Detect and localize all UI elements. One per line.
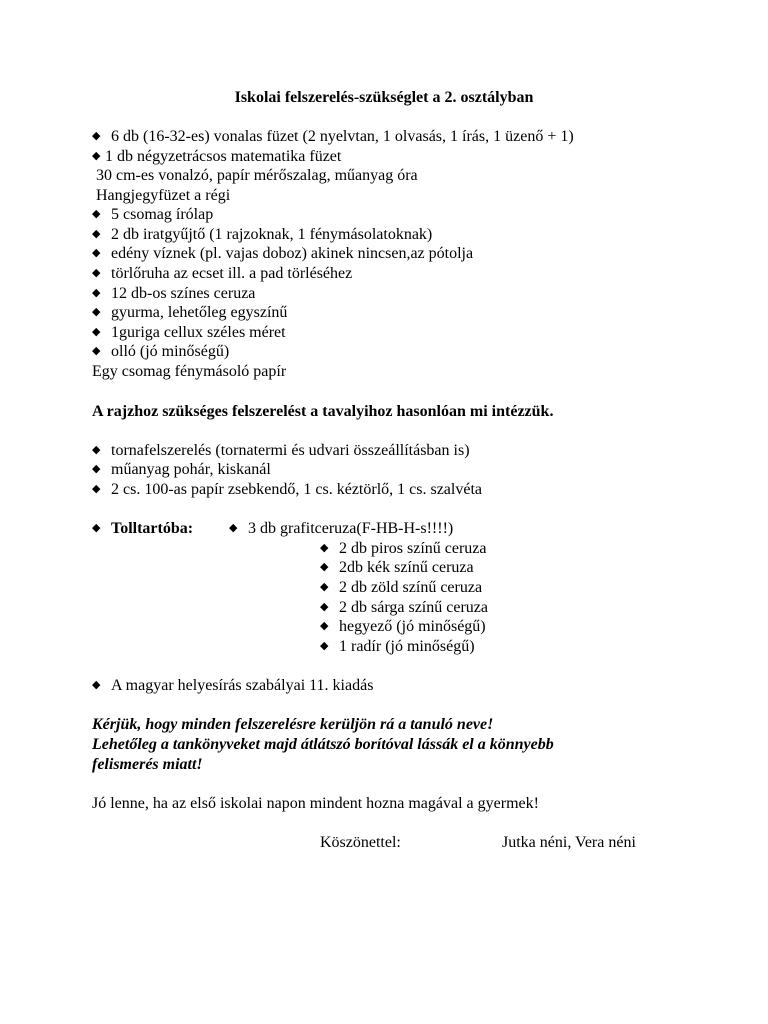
diamond-bullet-icon: ◆: [92, 228, 101, 240]
diamond-bullet-icon: ◆: [92, 130, 101, 142]
diamond-bullet-icon: ◆: [92, 326, 101, 338]
list-item: ◆ gyurma, lehetőleg egyszínű: [92, 304, 288, 321]
list-item: ◆ edény víznek (pl. vajas doboz) akinek nincsen,az pótolja: [92, 245, 474, 262]
list-item: ◆ törlőruha az ecset ill. a pad törléséhez: [92, 265, 353, 282]
diamond-bullet-icon: ◆: [92, 679, 101, 691]
diamond-bullet-icon: ◆: [320, 620, 329, 632]
list-item: ◆ olló (jó minőségű): [92, 343, 230, 360]
pencil-case-item: ◆ 2 db zöld színű ceruza: [320, 579, 483, 596]
list-item: ◆ 1guriga cellux széles méret: [92, 324, 286, 341]
pencil-case-item: ◆ 2 db piros színű ceruza: [320, 540, 487, 557]
list-item: ◆ 12 db-os színes ceruza: [92, 285, 256, 302]
notice-line: Lehetőleg a tankönyveket majd átlátszó borítóval lássák el a könnyebb: [92, 736, 554, 753]
diamond-bullet-icon: ◆: [320, 542, 329, 554]
diamond-bullet-icon: ◆: [92, 483, 101, 495]
diamond-bullet-icon: ◆: [320, 561, 329, 573]
list-item: ◆ műanyag pohár, kiskanál: [92, 461, 271, 478]
pencil-case-item: ◆ 1 radír (jó minőségű): [320, 638, 475, 655]
diamond-bullet-icon: ◆: [320, 601, 329, 613]
diamond-bullet-icon: ◆: [92, 444, 101, 456]
list-item: 30 cm-es vonalzó, papír mérőszalag, műanyag óra: [96, 167, 418, 184]
list-item: ◆ 2 db iratgyűjtő (1 rajzoknak, 1 fénymásolatoknak): [92, 226, 433, 243]
pencil-case-label: ◆ Tolltartóba:: [92, 520, 194, 537]
list-item: Egy csomag fénymásoló papír: [92, 363, 287, 380]
diamond-bullet-icon: ◆: [92, 150, 101, 162]
signature: Jutka néni, Vera néni: [502, 834, 636, 851]
diamond-bullet-icon: ◆: [320, 581, 329, 593]
diamond-bullet-icon: ◆: [92, 247, 101, 259]
list-item: ◆ 2 cs. 100-as papír zsebkendő, 1 cs. kéztörlő, 1 cs. szalvéta: [92, 481, 482, 498]
diamond-bullet-icon: ◆: [92, 306, 101, 318]
list-item: ◆ 5 csomag írólap: [92, 206, 214, 223]
list-item: Hangjegyfüzet a régi: [96, 187, 231, 204]
art-supplies-note: A rajzhoz szükséges felszerelést a tavalyihoz hasonlóan mi intézzük.: [92, 403, 554, 420]
pencil-case-item: ◆ 2 db sárga színű ceruza: [320, 599, 488, 616]
diamond-bullet-icon: ◆: [320, 640, 329, 652]
diamond-bullet-icon: ◆: [229, 522, 238, 534]
list-item: ◆ A magyar helyesírás szabályai 11. kiadás: [92, 677, 374, 694]
list-item: ◆ 6 db (16-32-es) vonalas füzet (2 nyelvtan, 1 olvasás, 1 írás, 1 üzenő + 1): [92, 128, 574, 145]
closing-text: Jó lenne, ha az első iskolai napon mindent hozna magával a gyermek!: [92, 795, 539, 812]
pencil-case-item: ◆ 2db kék színű ceruza: [320, 559, 474, 576]
diamond-bullet-icon: ◆: [92, 345, 101, 357]
pencil-case-item: ◆ 3 db grafitceruza(F-HB-H-s!!!!): [229, 520, 454, 537]
diamond-bullet-icon: ◆: [92, 522, 101, 534]
document-title: Iskolai felszerelés-szükséglet a 2. osztályban: [234, 89, 534, 106]
notice-line: Kérjük, hogy minden felszerelésre kerüljön rá a tanuló neve!: [92, 716, 494, 733]
diamond-bullet-icon: ◆: [92, 287, 101, 299]
pencil-case-item: ◆ hegyező (jó minőségű): [320, 618, 486, 635]
diamond-bullet-icon: ◆: [92, 463, 101, 475]
list-item: ◆ tornafelszerelés (tornatermi és udvari összeállításban is): [92, 442, 470, 459]
thanks-label: Köszönettel:: [320, 834, 401, 851]
notice-line: felismerés miatt!: [92, 756, 203, 773]
list-item: ◆ 1 db négyzetrácsos matematika füzet: [92, 148, 342, 165]
diamond-bullet-icon: ◆: [92, 208, 101, 220]
diamond-bullet-icon: ◆: [92, 267, 101, 279]
